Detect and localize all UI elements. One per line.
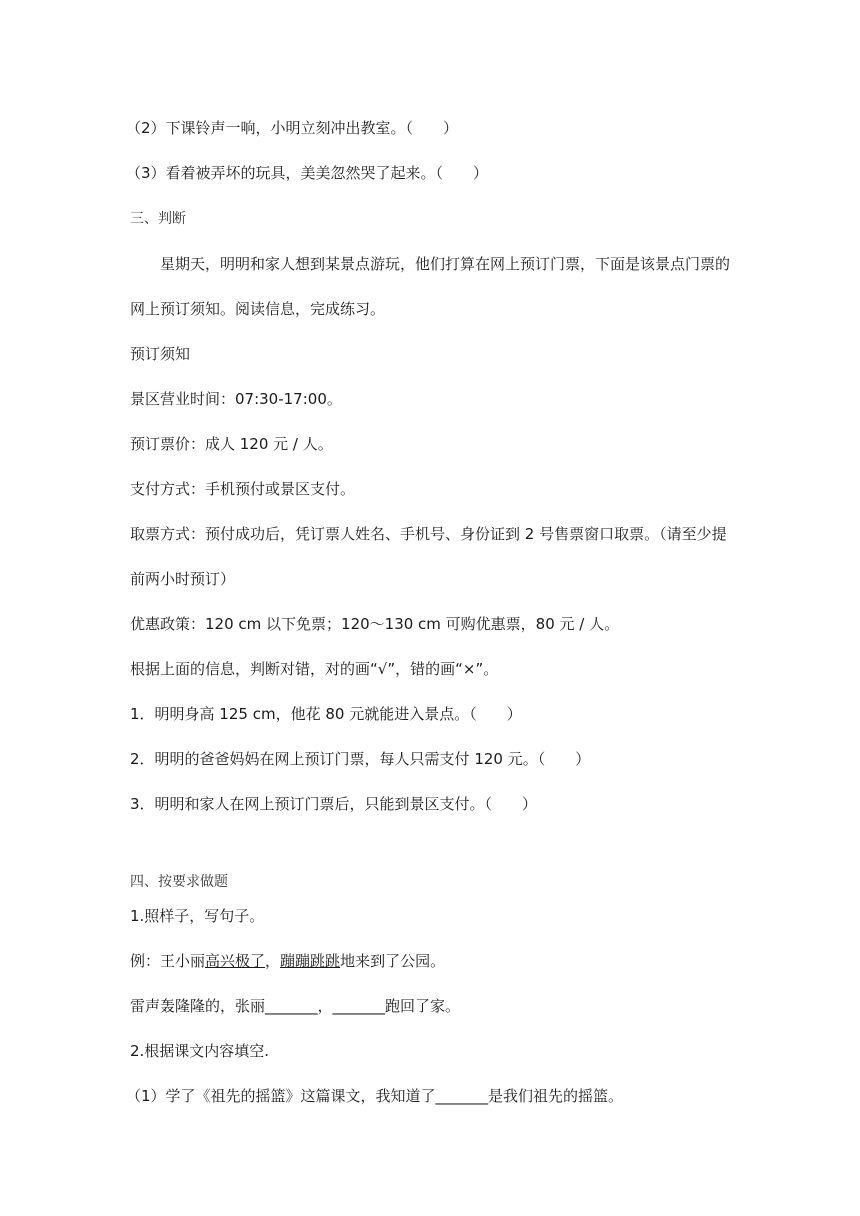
intro-paragraph-line-1: 星期天，明明和家人想到某景点游玩，他们打算在网上预订门票，下面是该景点门票的: [160, 255, 731, 273]
judgment-item-3: 3．明明和家人在网上预订门票后，只能到景区支付。（ ）: [130, 795, 538, 813]
notice-price: 预订票价：成人 120 元 / 人。: [130, 435, 333, 453]
example-suffix: 地来到了公园。: [340, 952, 446, 970]
sentence-task: 雷声轰隆隆的，张丽_______，_______跑回了家。: [130, 997, 461, 1015]
notice-payment: 支付方式：手机预付或景区支付。: [130, 480, 356, 498]
question-2-2: （2）下课铃声一响，小明立刻冲出教室。（ ）: [126, 119, 459, 137]
judgment-item-1: 1．明明身高 125 cm，他花 80 元就能进入景点。（ ）: [130, 705, 522, 723]
example-underlined-phrase-2: 蹦蹦跳跳: [280, 952, 341, 970]
notice-discount: 优惠政策：120 cm 以下免票；120～130 cm 可购优惠票，80 元 / 人。: [130, 615, 620, 633]
notice-pickup-line-2: 前两小时预订）: [130, 570, 236, 588]
notice-hours: 景区营业时间：07:30-17:00。: [130, 390, 342, 408]
example-sentence: [130, 951, 445, 971]
example-underlined-phrase-1: 高兴极了: [205, 952, 266, 970]
section-4-heading: 四、按要求做题: [130, 874, 228, 890]
judgment-item-2: 2．明明的爸爸妈妈在网上预订门票，每人只需支付 120 元。（ ）: [130, 750, 591, 768]
example-comma: ，: [265, 952, 281, 970]
section-4-question-1: 1.照样子，写句子。: [130, 907, 265, 925]
section-4-question-2-1: （1）学了《祖先的摇篮》这篇课文，我知道了_______是我们祖先的摇篮。: [126, 1087, 624, 1105]
notice-pickup-line-1: 取票方式：预付成功后，凭订票人姓名、手机号、身份证到 2 号售票窗口取票。（请至少提: [130, 525, 727, 543]
notice-title: 预订须知: [130, 345, 191, 363]
judgment-instruction: 根据上面的信息，判断对错，对的画“√”，错的画“×”。: [130, 660, 499, 678]
section-3-heading: 三、判断: [130, 211, 186, 227]
example-prefix: 例：王小丽: [130, 952, 206, 970]
section-4-question-2: 2.根据课文内容填空.: [130, 1042, 270, 1060]
intro-paragraph-line-2: 网上预订须知。阅读信息，完成练习。: [130, 300, 386, 318]
question-2-3: （3）看着被弄坏的玩具，美美忽然哭了起来。（ ）: [126, 164, 489, 182]
